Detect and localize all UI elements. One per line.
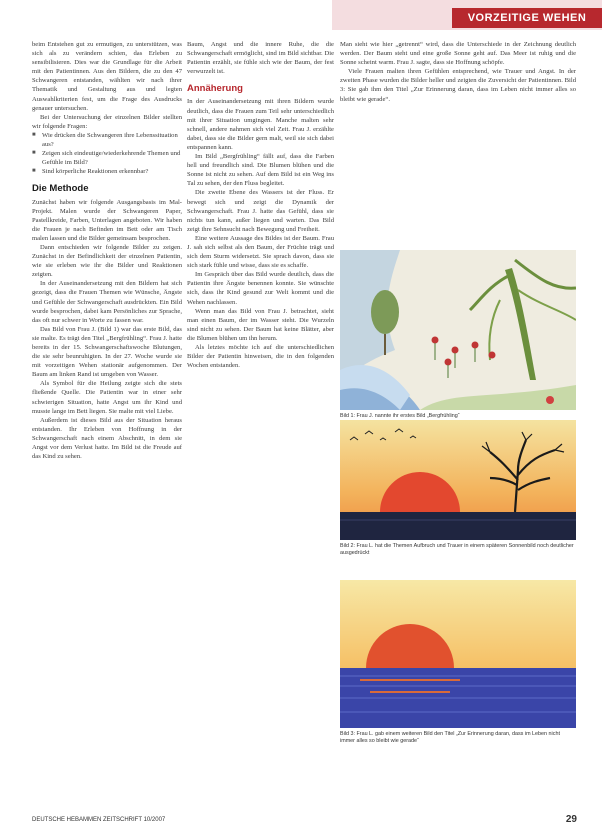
text-column-1	[32, 40, 182, 461]
painting-sunset-tree	[340, 420, 576, 540]
painting-sunrise-sea	[340, 580, 576, 728]
paragraph: Außerdem ist dieses Bild aus der Situation heraus entstanden. Ihr Erleben von Hoffnung in der Schwangerschaft nach einem Abschnitt, in dem sie Angst vor dem Verlust hatte. Im Bild ist die Freude auf das Kind zu sehen.	[32, 416, 182, 461]
paragraph: Als letztes möchte ich auf die unterschiedlichen Bilder der Patientin hinweisen, die in den folgenden Wochen entstanden.	[187, 344, 334, 370]
paragraph: Eine weitere Aussage des Bildes ist der Baum. Frau J. sah sich selbst als den Baum, der Früchte trägt und sich dem Sturm widersetzt. Sie sprach davon, dass sie sich stark fühle und wisse, dass sie es schaffe.	[187, 234, 334, 270]
paragraph: Bei der Untersuchung der einzelnen Bilder stellten wir folgende Fragen:	[32, 113, 182, 130]
paragraph: Im Gespräch über das Bild wurde deutlich, dass die Patientin ihre Ängste benennen konnte. Sie wünschte sich, dass ihr Kind gesund zur Welt kommt und die Wehen nachlassen.	[187, 271, 334, 306]
list-item: ■ Zeigen sich eindeutige/wiederkehrende Themen und Gefühle im Bild?	[32, 149, 182, 167]
paragraph: Im Bild „Bergfrühling“ fällt auf, dass die Farben hell und freundlich sind. Die Blumen blühen und die Sonne ist nicht zu sehen. Auf dem Bild ist ein Weg ins Tal zu sehen, der den Fluss begleitet.	[187, 153, 334, 188]
section-heading-methode: Die Methode	[32, 183, 89, 195]
text-column-3	[340, 40, 576, 104]
paragraph: In der Auseinandersetzung mit den Bildern hat sich gezeigt, dass die Frauen Themen wie Wünsche, Ängste und Gefühle der Schwangerschaft ausdrückten. Ein Bild wurde besprochen, dabei kam Persönliches zur Sprache, das oft nur schwer in Worte zu fassen war.	[32, 280, 182, 324]
section-heading-annaeherung: Annäherung	[187, 83, 243, 95]
paragraph: Als Symbol für die Heilung zeigte sich die stets fließende Quelle. Die Patientin war in einer sehr schwierigen Situation, hatte Angst um ihr Kind und musste lange im Bett liegen. Sie malte mit viel Liebe.	[32, 380, 182, 415]
section-tag: VORZEITIGE WEHEN	[452, 8, 602, 28]
paragraph: Wenn man das Bild von Frau J. betrachtet, sieht man einen Baum, der im Wasser steht. Die Wurzeln sind nicht zu sehen. Der Baum hat keine Blätter, aber die Blumen blühen um ihn herum.	[187, 307, 334, 342]
page-header	[0, 0, 602, 30]
figure-caption: Bild 3: Frau L. gab einem weiteren Bild den Titel „Zur Erinnerung daran, dass im Leben nicht immer alles so bleibt wie gerade“	[340, 731, 560, 744]
question-list	[32, 131, 182, 176]
figure-2	[340, 420, 576, 557]
figure-caption: Bild 1: Frau J. nannte ihr erstes Bild „Bergfrühling“	[340, 413, 460, 419]
figure-3	[340, 580, 576, 745]
painting-bergfruehling	[340, 250, 576, 410]
page-number: 29	[565, 814, 577, 825]
figure-1	[340, 250, 576, 420]
paragraph: Die zweite Ebene des Wassers ist der Fluss. Er bewegt sich und zeigt die Dynamik der Schwangerschaft. Frau J. hatte das Gefühl, dass sie nichts tun kann, außer liegen und warten. Das Bild zeigt ihre Sehnsucht nach Bewegung und Freiheit.	[187, 189, 334, 233]
paragraph: Baum, Angst und die innere Ruhe, die die Schwangerschaft ermöglicht, sind im Bild sichtbar. Die Patientin erzählt, sie fühle sich wie der Baum, der fest verwurzelt ist.	[187, 41, 334, 76]
paragraph: Man sieht wie hier „getrennt“ wird, dass die Unterschiede in der Zeichnung deutlich werden. Der Baum steht und eine große Sonne geht auf. Das Meer ist ruhig und die Sonne scheint warm. Frau J. sagte, dass sie Hoffnung schöpfe.	[340, 41, 576, 67]
journal-name: DEUTSCHE HEBAMMEN ZEITSCHRIFT 10/2007	[32, 817, 166, 823]
page-footer	[32, 814, 577, 825]
paragraph: In der Auseinandersetzung mit ihren Bildern wurde deutlich, dass die Frauen zum Teil sehr unterschiedlich mit ihrer Situation umgingen. Manche malten sehr schnell, andere nahmen sich viel Zeit. Frau J. erzählte dabei, dass sie die Bilder gern malt, weil sie sich dabei entspannen kann.	[187, 98, 334, 151]
list-item: ■ Wie drücken die Schwangeren ihre Lebenssituation aus?	[32, 131, 182, 149]
paragraph: Dann entschieden wir folgende Bilder zu zeigen. Zunächst in der Befindlichkeit der einzelnen Patientin, wie sie erleben wie ihr die Bilder und Reaktionen zeigten.	[32, 243, 182, 279]
paragraph: Zunächst haben wir folgende Ausgangsbasis im Mal-Projekt. Malen wurde der Schwangeren Paper, Pastellkreide, Farben, Unterlagen angeboten. Wir haben die Frauen je nach Befinden im Bett oder am Tisch malen lassen und die Bilder gemeinsam besprochen.	[32, 198, 182, 242]
paragraph: beim Entstehen gut zu ermutigen, zu unterstützen, was sich als zu verändern schien, das Erleben zu sensibilisieren. Dies war die Grundlage für die Arbeit mit den Patientinnen. Aus den Bildern, die zu den 47 Schwangeren entstanden, wählten wir nach ihrer Thematik und Gestaltung aus und legten Auswahlkriterien fest, um die Frage des Ausdrucks genauer untersuchen.	[32, 41, 182, 112]
paragraph: Das Bild von Frau J. (Bild 1) war das erste Bild, das sie malte. Es trägt den Titel „Bergfrühling“. Frau J. hatte bereits in der 15. Schwangerschaftswoche Blutungen, die sie sehr beunruhigten. In der 27. Woche wurde sie mit vorzeitigen Wehen stationär aufgenommen. Der Baum am linken Rand ist umgeben von Wasser.	[32, 325, 182, 379]
figure-caption: Bild 2: Frau L. hat die Themen Aufbruch und Trauer in einem späteren Sonnenbild noch deutlicher ausgedrückt	[340, 543, 574, 556]
text-column-2	[187, 40, 334, 370]
paragraph: Viele Frauen malten ihren Gefühlen entsprechend, wie Trauer und Angst. In der zweiten Phase wurden die Bilder heller und zeigten die Zuversicht der Patientinnen. Bild 3: Sie gab ihm den Titel „Zur Erinnerung daran, dass im Leben nicht immer alles so bleibt wie gerade“.	[340, 68, 576, 103]
list-item: ■ Sind körperliche Reaktionen erkennbar?	[32, 167, 182, 176]
